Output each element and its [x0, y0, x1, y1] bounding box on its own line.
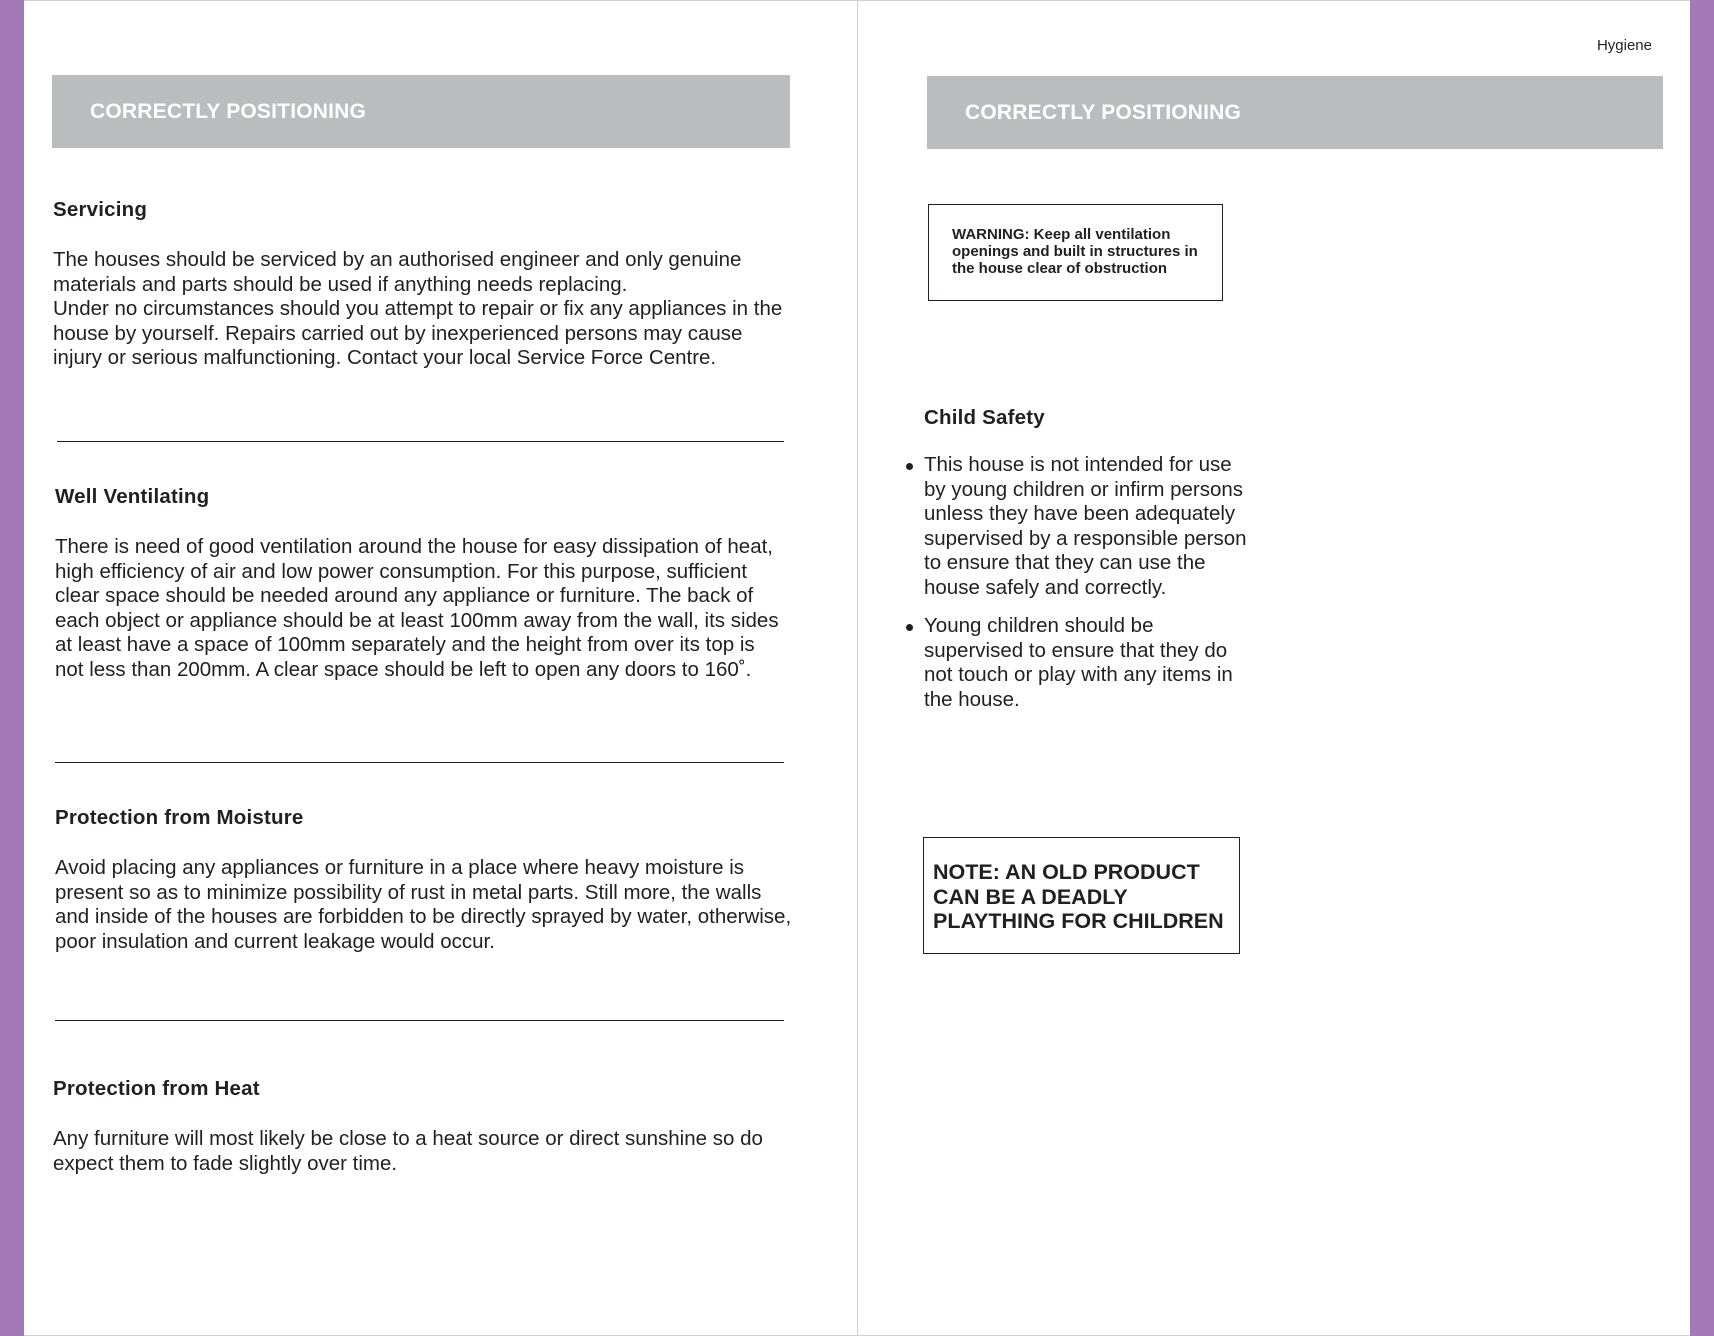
right-section-banner [927, 76, 1663, 149]
warning-box [928, 204, 1223, 301]
section-divider [55, 762, 784, 763]
moisture-heading: Protection from Moisture [55, 806, 304, 829]
section-divider [57, 441, 784, 442]
warning-text: WARNING: Keep all ventilation openings and built in structures in the house clear of obstruction [952, 226, 1198, 277]
list-item [906, 614, 1256, 712]
page-spine-divider [857, 0, 858, 1336]
child-safety-heading: Child Safety [924, 406, 1045, 429]
heat-body: Any furniture will most likely be close to a heat source or direct sunshine so do expect them to fade slightly over time. [53, 1127, 763, 1175]
well-ventilating-body: There is need of good ventilation around the house for easy dissipation of heat, high efficiency of air and low power consumption. For this purpose, sufficient clear space should be needed around any appliance or furniture. The back of each object or appliance should be at least 100mm away from the wall, its sides at least have a space of 100mm separately and the height from over its top is not less than 200mm. A clear space should be left to open any doors to 160˚. [55, 535, 779, 681]
note-box [923, 837, 1240, 954]
right-edge-accent-strip [1690, 0, 1714, 1336]
bullet-dot-icon [906, 463, 913, 470]
well-ventilating-heading: Well Ventilating [55, 485, 210, 508]
left-banner-title: CORRECTLY POSITIONING [90, 99, 367, 123]
bullet-text: This house is not intended for use by young children or infirm persons unless they have been adequately supervised by a responsible person to ensure that they can use the house safely and correctly. [924, 453, 1247, 599]
left-section-banner [52, 75, 790, 148]
child-safety-list [906, 453, 1256, 726]
heat-heading: Protection from Heat [53, 1077, 260, 1100]
bullet-dot-icon [906, 624, 913, 631]
servicing-heading: Servicing [53, 198, 148, 221]
bullet-text: Young children should be supervised to ensure that they do not touch or play with any items in the house. [924, 614, 1233, 711]
servicing-body: The houses should be serviced by an authorised engineer and only genuine materials and parts should be used if anything needs replacing. Under no circumstances should you attempt to repair or fix any appliances in the house by yourself. Repairs carried out by inexperienced persons may cause injury or serious malfunctioning. Contact your local Service Force Centre. [53, 248, 783, 369]
left-edge-accent-strip [0, 0, 24, 1336]
running-header: Hygiene [1596, 37, 1652, 54]
moisture-body: Avoid placing any appliances or furniture in a place where heavy moisture is present so as to minimize possibility of rust in metal parts. Still more, the walls and inside of the houses are forbidden to be directly sprayed by water, otherwise, poor insulation and current leakage would occur. [55, 856, 792, 953]
section-divider [55, 1020, 784, 1021]
note-text: NOTE: AN OLD PRODUCT CAN BE A DEADLY PLAYTHING FOR CHILDREN [933, 860, 1224, 933]
right-banner-title: CORRECTLY POSITIONING [965, 100, 1242, 124]
list-item [906, 453, 1256, 600]
